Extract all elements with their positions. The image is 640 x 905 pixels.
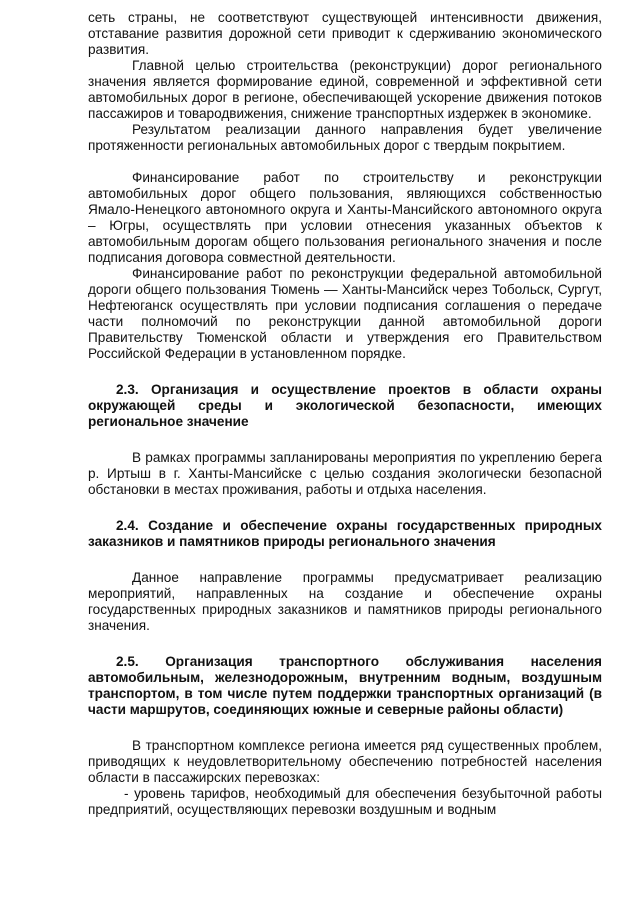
spacer: [88, 550, 602, 570]
paragraph-financing-federal: Финансирование работ по реконструкции федеральной автомобильной дороги общего пользования Тюмень — Ханты-Мансийск через Тобольск, Сургут, Нефтеюганск осуществлять при условии подписания соглашения о передаче части полномочий по реконструкции данной автомобильной дороги Правительству Тюменской области и утверждения его Правительством Российской Федерации в установленном порядке.: [88, 266, 602, 361]
paragraph-reserves: Данное направление программы предусматривает реализацию мероприятий, направленных на создание и обеспечение охраны государственных природных заказников и памятников природы регионального значения.: [88, 570, 602, 633]
spacer: [88, 498, 602, 518]
document-page: [88, 10, 602, 818]
paragraph-goal: Главной целью строительства (реконструкции) дорог регионального значения является формирование единой, современной и эффективной сети автомобильных дорог в регионе, обеспечивающей ускорение движения потоков пассажиров и товародвижения, снижение транспортных издержек в экономике.: [88, 58, 602, 121]
paragraph-road-network: сеть страны, не соответствуют существующей интенсивности движения, отставание развития дорожной сети приводит к сдерживанию экономического развития.: [88, 10, 602, 57]
paragraph-transport-problems: В транспортном комплексе региона имеется ряд существенных проблем, приводящих к неудовлетворительному обеспечению потребностей населения области в пассажирских перевозках:: [88, 738, 602, 785]
spacer: [88, 634, 602, 654]
spacer: [88, 430, 602, 450]
spacer: [88, 718, 602, 738]
section-heading-2-3: 2.3. Организация и осуществление проектов в области охраны окружающей среды и экологической безопасности, имеющих региональное значение: [88, 382, 602, 429]
paragraph-financing-regional: Финансирование работ по строительству и реконструкции автомобильных дорог общего пользования, являющихся собственностью Ямало-Ненецкого автономного округа и Ханты-Мансийского автономного округа – Югры, осуществлять при условии отнесения указанных объектов к автомобильным дорогам общего пользования регионального значения и после подписания договора совместной деятельности.: [88, 170, 602, 265]
paragraph-result: Результатом реализации данного направления будет увеличение протяженности региональных автомобильных дорог с твердым покрытием.: [88, 122, 602, 153]
list-item-tariffs: - уровень тарифов, необходимый для обеспечения безубыточной работы предприятий, осуществляющих перевозки воздушным и водным: [88, 786, 602, 817]
spacer: [88, 362, 602, 382]
spacer: [88, 154, 602, 170]
paragraph-irtysh: В рамках программы запланированы мероприятия по укреплению берега р. Иртыш в г. Ханты-Мансийске с целью создания экологически безопасной обстановки в местах проживания, работы и отдыха населения.: [88, 450, 602, 497]
section-heading-2-5: 2.5. Организация транспортного обслуживания населения автомобильным, железнодорожным, внутренним водным, воздушным транспортом, в том числе путем поддержки транспортных организаций (в части маршрутов, соединяющих южные и северные районы области): [88, 654, 602, 717]
section-heading-2-4: 2.4. Создание и обеспечение охраны государственных природных заказников и памятников природы регионального значения: [88, 518, 602, 549]
